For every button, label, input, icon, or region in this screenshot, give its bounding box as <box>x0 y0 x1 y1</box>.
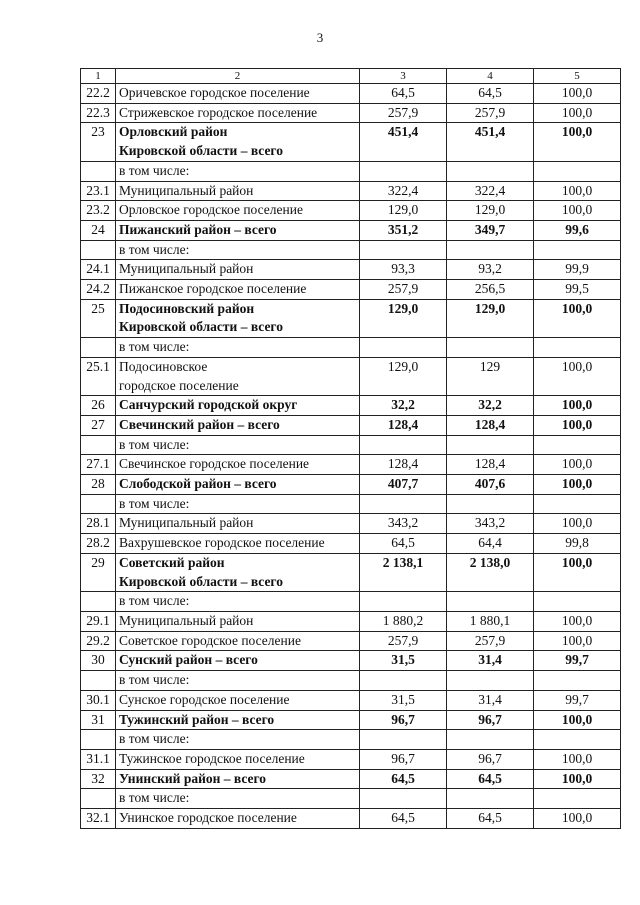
value-c5: 99,7 <box>534 690 621 710</box>
row-name <box>116 611 360 631</box>
value-c3 <box>360 730 447 750</box>
row-name <box>116 338 360 358</box>
row-name <box>116 769 360 789</box>
row-name-line: Тужинское городское поселение <box>119 750 305 766</box>
value-c3 <box>360 240 447 260</box>
value-c5 <box>534 494 621 514</box>
column-header-3: 3 <box>360 69 447 84</box>
row-number: 23.2 <box>81 201 116 221</box>
value-c4: 31,4 <box>447 690 534 710</box>
value-c4 <box>447 338 534 358</box>
row-number: 27.1 <box>81 455 116 475</box>
table-row <box>81 494 621 514</box>
allocation-table <box>80 68 621 829</box>
value-c3: 96,7 <box>360 749 447 769</box>
value-c5 <box>534 338 621 358</box>
value-c5: 100,0 <box>534 514 621 534</box>
row-name <box>116 103 360 123</box>
value-c3: 93,3 <box>360 260 447 280</box>
value-c4: 64,5 <box>447 809 534 829</box>
value-c5: 99,5 <box>534 280 621 300</box>
column-header-2: 2 <box>116 69 360 84</box>
row-name-line: Советский район <box>119 554 225 570</box>
value-c3 <box>360 494 447 514</box>
value-c3 <box>360 338 447 358</box>
row-name <box>116 671 360 691</box>
row-name-line: Подосиновский район <box>119 300 255 316</box>
value-c3 <box>360 789 447 809</box>
value-c4: 129 <box>447 357 534 395</box>
value-c3: 128,4 <box>360 455 447 475</box>
row-name <box>116 455 360 475</box>
value-c3: 322,4 <box>360 181 447 201</box>
value-c4: 407,6 <box>447 475 534 495</box>
value-c5 <box>534 435 621 455</box>
table-row <box>81 534 621 554</box>
row-name <box>116 201 360 221</box>
row-name <box>116 553 360 591</box>
table-row <box>81 730 621 750</box>
row-name-line: Унинское городское поселение <box>119 810 297 826</box>
value-c3: 31,5 <box>360 651 447 671</box>
row-number: 24.2 <box>81 280 116 300</box>
value-c3: 2 138,1 <box>360 553 447 591</box>
row-name <box>116 475 360 495</box>
column-header-1: 1 <box>81 69 116 84</box>
value-c3: 407,7 <box>360 475 447 495</box>
row-name <box>116 749 360 769</box>
table-row <box>81 181 621 201</box>
value-c5: 100,0 <box>534 396 621 416</box>
row-name <box>116 710 360 730</box>
row-number: 23.1 <box>81 181 116 201</box>
value-c3: 351,2 <box>360 220 447 240</box>
row-name-line: Советское городское поселение <box>119 632 301 648</box>
row-number: 24.1 <box>81 260 116 280</box>
row-name-line-2: городское поселение <box>119 377 239 393</box>
value-c5: 100,0 <box>534 611 621 631</box>
row-number <box>81 435 116 455</box>
row-name <box>116 396 360 416</box>
value-c5: 100,0 <box>534 809 621 829</box>
row-number <box>81 592 116 612</box>
value-c5: 99,7 <box>534 651 621 671</box>
value-c5: 100,0 <box>534 455 621 475</box>
value-c3: 257,9 <box>360 280 447 300</box>
value-c5: 100,0 <box>534 201 621 221</box>
row-number: 23 <box>81 123 116 161</box>
row-number <box>81 494 116 514</box>
table-row <box>81 280 621 300</box>
value-c4 <box>447 592 534 612</box>
value-c5: 100,0 <box>534 84 621 104</box>
value-c4 <box>447 161 534 181</box>
value-c3: 64,5 <box>360 769 447 789</box>
value-c3: 257,9 <box>360 103 447 123</box>
row-name-line: Вахрушевское городское поселение <box>119 535 325 551</box>
value-c5: 100,0 <box>534 749 621 769</box>
row-number: 22.3 <box>81 103 116 123</box>
value-c5: 100,0 <box>534 710 621 730</box>
table-row <box>81 631 621 651</box>
row-number: 28 <box>81 475 116 495</box>
table-body <box>81 84 621 829</box>
row-name-line: Сунский район – всего <box>119 652 258 668</box>
row-number <box>81 240 116 260</box>
table-row <box>81 710 621 730</box>
value-c5 <box>534 671 621 691</box>
row-name <box>116 415 360 435</box>
row-name-line: в том числе: <box>119 495 190 511</box>
row-name-line: Свечинское городское поселение <box>119 456 310 472</box>
column-header-4: 4 <box>447 69 534 84</box>
value-c5 <box>534 789 621 809</box>
row-number: 29.2 <box>81 631 116 651</box>
row-number: 29 <box>81 553 116 591</box>
row-name-line: Пижанское городское поселение <box>119 281 307 297</box>
row-name-line: Пижанский район – всего <box>119 221 277 237</box>
value-c5: 99,9 <box>534 260 621 280</box>
value-c4: 1 880,1 <box>447 611 534 631</box>
column-numbers-row <box>81 69 621 84</box>
value-c4: 129,0 <box>447 299 534 337</box>
table-row <box>81 123 621 161</box>
value-c3: 31,5 <box>360 690 447 710</box>
row-number: 27 <box>81 415 116 435</box>
row-name-line: в том числе: <box>119 731 190 747</box>
row-number: 25.1 <box>81 357 116 395</box>
value-c4: 31,4 <box>447 651 534 671</box>
row-number <box>81 789 116 809</box>
row-name-line: в том числе: <box>119 790 190 806</box>
table-row <box>81 789 621 809</box>
row-name-line: Санчурский городской округ <box>119 397 298 413</box>
row-name <box>116 631 360 651</box>
value-c3: 64,5 <box>360 84 447 104</box>
value-c4: 349,7 <box>447 220 534 240</box>
table-row <box>81 611 621 631</box>
value-c3 <box>360 161 447 181</box>
value-c4 <box>447 240 534 260</box>
value-c5: 100,0 <box>534 769 621 789</box>
value-c3: 1 880,2 <box>360 611 447 631</box>
table-row <box>81 809 621 829</box>
value-c5 <box>534 240 621 260</box>
value-c3 <box>360 435 447 455</box>
row-number: 32 <box>81 769 116 789</box>
value-c4: 96,7 <box>447 710 534 730</box>
value-c3: 128,4 <box>360 415 447 435</box>
row-name-line: Муниципальный район <box>119 261 254 277</box>
column-header-5: 5 <box>534 69 621 84</box>
value-c4: 128,4 <box>447 415 534 435</box>
table-row <box>81 435 621 455</box>
value-c4: 343,2 <box>447 514 534 534</box>
value-c4 <box>447 494 534 514</box>
row-name-line: в том числе: <box>119 162 190 178</box>
row-number <box>81 730 116 750</box>
row-name-line: в том числе: <box>119 672 190 688</box>
row-number: 24 <box>81 220 116 240</box>
table-row <box>81 220 621 240</box>
row-number: 32.1 <box>81 809 116 829</box>
row-name-line: в том числе: <box>119 339 190 355</box>
value-c4: 64,5 <box>447 84 534 104</box>
table-row <box>81 592 621 612</box>
row-name <box>116 789 360 809</box>
row-number: 31.1 <box>81 749 116 769</box>
value-c4: 129,0 <box>447 201 534 221</box>
table-row <box>81 103 621 123</box>
value-c4 <box>447 671 534 691</box>
value-c5: 100,0 <box>534 631 621 651</box>
table-row <box>81 769 621 789</box>
value-c4: 128,4 <box>447 455 534 475</box>
value-c4: 32,2 <box>447 396 534 416</box>
table-row <box>81 749 621 769</box>
row-name-line: Оричевское городское поселение <box>119 85 310 100</box>
table-row <box>81 415 621 435</box>
table-row <box>81 240 621 260</box>
table-row <box>81 651 621 671</box>
row-name-line: Муниципальный район <box>119 515 254 531</box>
row-number <box>81 338 116 358</box>
value-c5: 100,0 <box>534 415 621 435</box>
row-name <box>116 220 360 240</box>
value-c3: 129,0 <box>360 357 447 395</box>
row-number <box>81 161 116 181</box>
row-name <box>116 123 360 161</box>
value-c5: 100,0 <box>534 181 621 201</box>
value-c3 <box>360 671 447 691</box>
value-c3: 64,5 <box>360 809 447 829</box>
value-c5: 100,0 <box>534 299 621 337</box>
value-c5: 100,0 <box>534 475 621 495</box>
table-row <box>81 299 621 337</box>
row-name-line-2: Кировской области – всего <box>119 319 283 335</box>
row-name <box>116 534 360 554</box>
table-row <box>81 455 621 475</box>
row-name <box>116 357 360 395</box>
table-row <box>81 671 621 691</box>
row-name <box>116 299 360 337</box>
row-number <box>81 671 116 691</box>
table-row <box>81 84 621 104</box>
row-number: 26 <box>81 396 116 416</box>
value-c5: 99,8 <box>534 534 621 554</box>
row-name <box>116 809 360 829</box>
row-name-line: Унинский район – всего <box>119 770 267 786</box>
table-row <box>81 357 621 395</box>
value-c4: 256,5 <box>447 280 534 300</box>
value-c3: 96,7 <box>360 710 447 730</box>
value-c3: 343,2 <box>360 514 447 534</box>
row-name-line: в том числе: <box>119 241 190 257</box>
row-name <box>116 514 360 534</box>
value-c4: 257,9 <box>447 631 534 651</box>
value-c4: 451,4 <box>447 123 534 161</box>
row-name-line: в том числе: <box>119 436 190 452</box>
row-name <box>116 690 360 710</box>
row-number: 25 <box>81 299 116 337</box>
value-c5: 99,6 <box>534 220 621 240</box>
value-c5 <box>534 592 621 612</box>
row-name-line: Свечинский район – всего <box>119 416 280 432</box>
value-c3: 32,2 <box>360 396 447 416</box>
row-name-line: Орловский район <box>119 124 228 140</box>
value-c5 <box>534 161 621 181</box>
row-name <box>116 280 360 300</box>
table-row <box>81 690 621 710</box>
value-c4 <box>447 730 534 750</box>
row-number: 31 <box>81 710 116 730</box>
row-number: 28.2 <box>81 534 116 554</box>
value-c5: 100,0 <box>534 123 621 161</box>
row-number: 22.2 <box>81 84 116 104</box>
table-row <box>81 260 621 280</box>
page-number: 3 <box>316 30 324 45</box>
row-number: 30 <box>81 651 116 671</box>
row-name <box>116 435 360 455</box>
row-name-line: Слободской район – всего <box>119 476 277 492</box>
value-c4: 93,2 <box>447 260 534 280</box>
value-c3 <box>360 592 447 612</box>
value-c5: 100,0 <box>534 103 621 123</box>
row-name-line: в том числе: <box>119 593 190 609</box>
value-c4: 96,7 <box>447 749 534 769</box>
row-name-line: Муниципальный район <box>119 612 254 628</box>
row-name-line: Орловское городское поселение <box>119 202 303 218</box>
value-c5: 100,0 <box>534 553 621 591</box>
table-row <box>81 514 621 534</box>
value-c5: 100,0 <box>534 357 621 395</box>
table-row <box>81 338 621 358</box>
table-row <box>81 201 621 221</box>
row-name <box>116 592 360 612</box>
row-name <box>116 240 360 260</box>
row-name-line: Подосиновское <box>119 358 208 374</box>
row-name-line: Стрижевское городское поселение <box>119 104 318 120</box>
value-c3: 129,0 <box>360 299 447 337</box>
row-name <box>116 651 360 671</box>
value-c4 <box>447 435 534 455</box>
row-name-line-2: Кировской области – всего <box>119 143 283 159</box>
value-c4 <box>447 789 534 809</box>
row-name <box>116 494 360 514</box>
value-c5 <box>534 730 621 750</box>
row-name <box>116 260 360 280</box>
table-row <box>81 396 621 416</box>
row-name-line: Сунское городское поселение <box>119 691 290 707</box>
row-name <box>116 181 360 201</box>
value-c3: 64,5 <box>360 534 447 554</box>
row-name-line: Тужинский район – всего <box>119 711 275 727</box>
row-number: 28.1 <box>81 514 116 534</box>
row-name <box>116 161 360 181</box>
value-c4: 2 138,0 <box>447 553 534 591</box>
table-row <box>81 161 621 181</box>
value-c3: 451,4 <box>360 123 447 161</box>
value-c4: 64,5 <box>447 769 534 789</box>
value-c3: 129,0 <box>360 201 447 221</box>
row-name <box>116 84 360 104</box>
table-row <box>81 553 621 591</box>
table-row <box>81 475 621 495</box>
row-name <box>116 730 360 750</box>
value-c4: 257,9 <box>447 103 534 123</box>
row-number: 30.1 <box>81 690 116 710</box>
value-c4: 64,4 <box>447 534 534 554</box>
value-c3: 257,9 <box>360 631 447 651</box>
row-name-line-2: Кировской области – всего <box>119 573 283 589</box>
row-number: 29.1 <box>81 611 116 631</box>
row-name-line: Муниципальный район <box>119 182 254 198</box>
value-c4: 322,4 <box>447 181 534 201</box>
